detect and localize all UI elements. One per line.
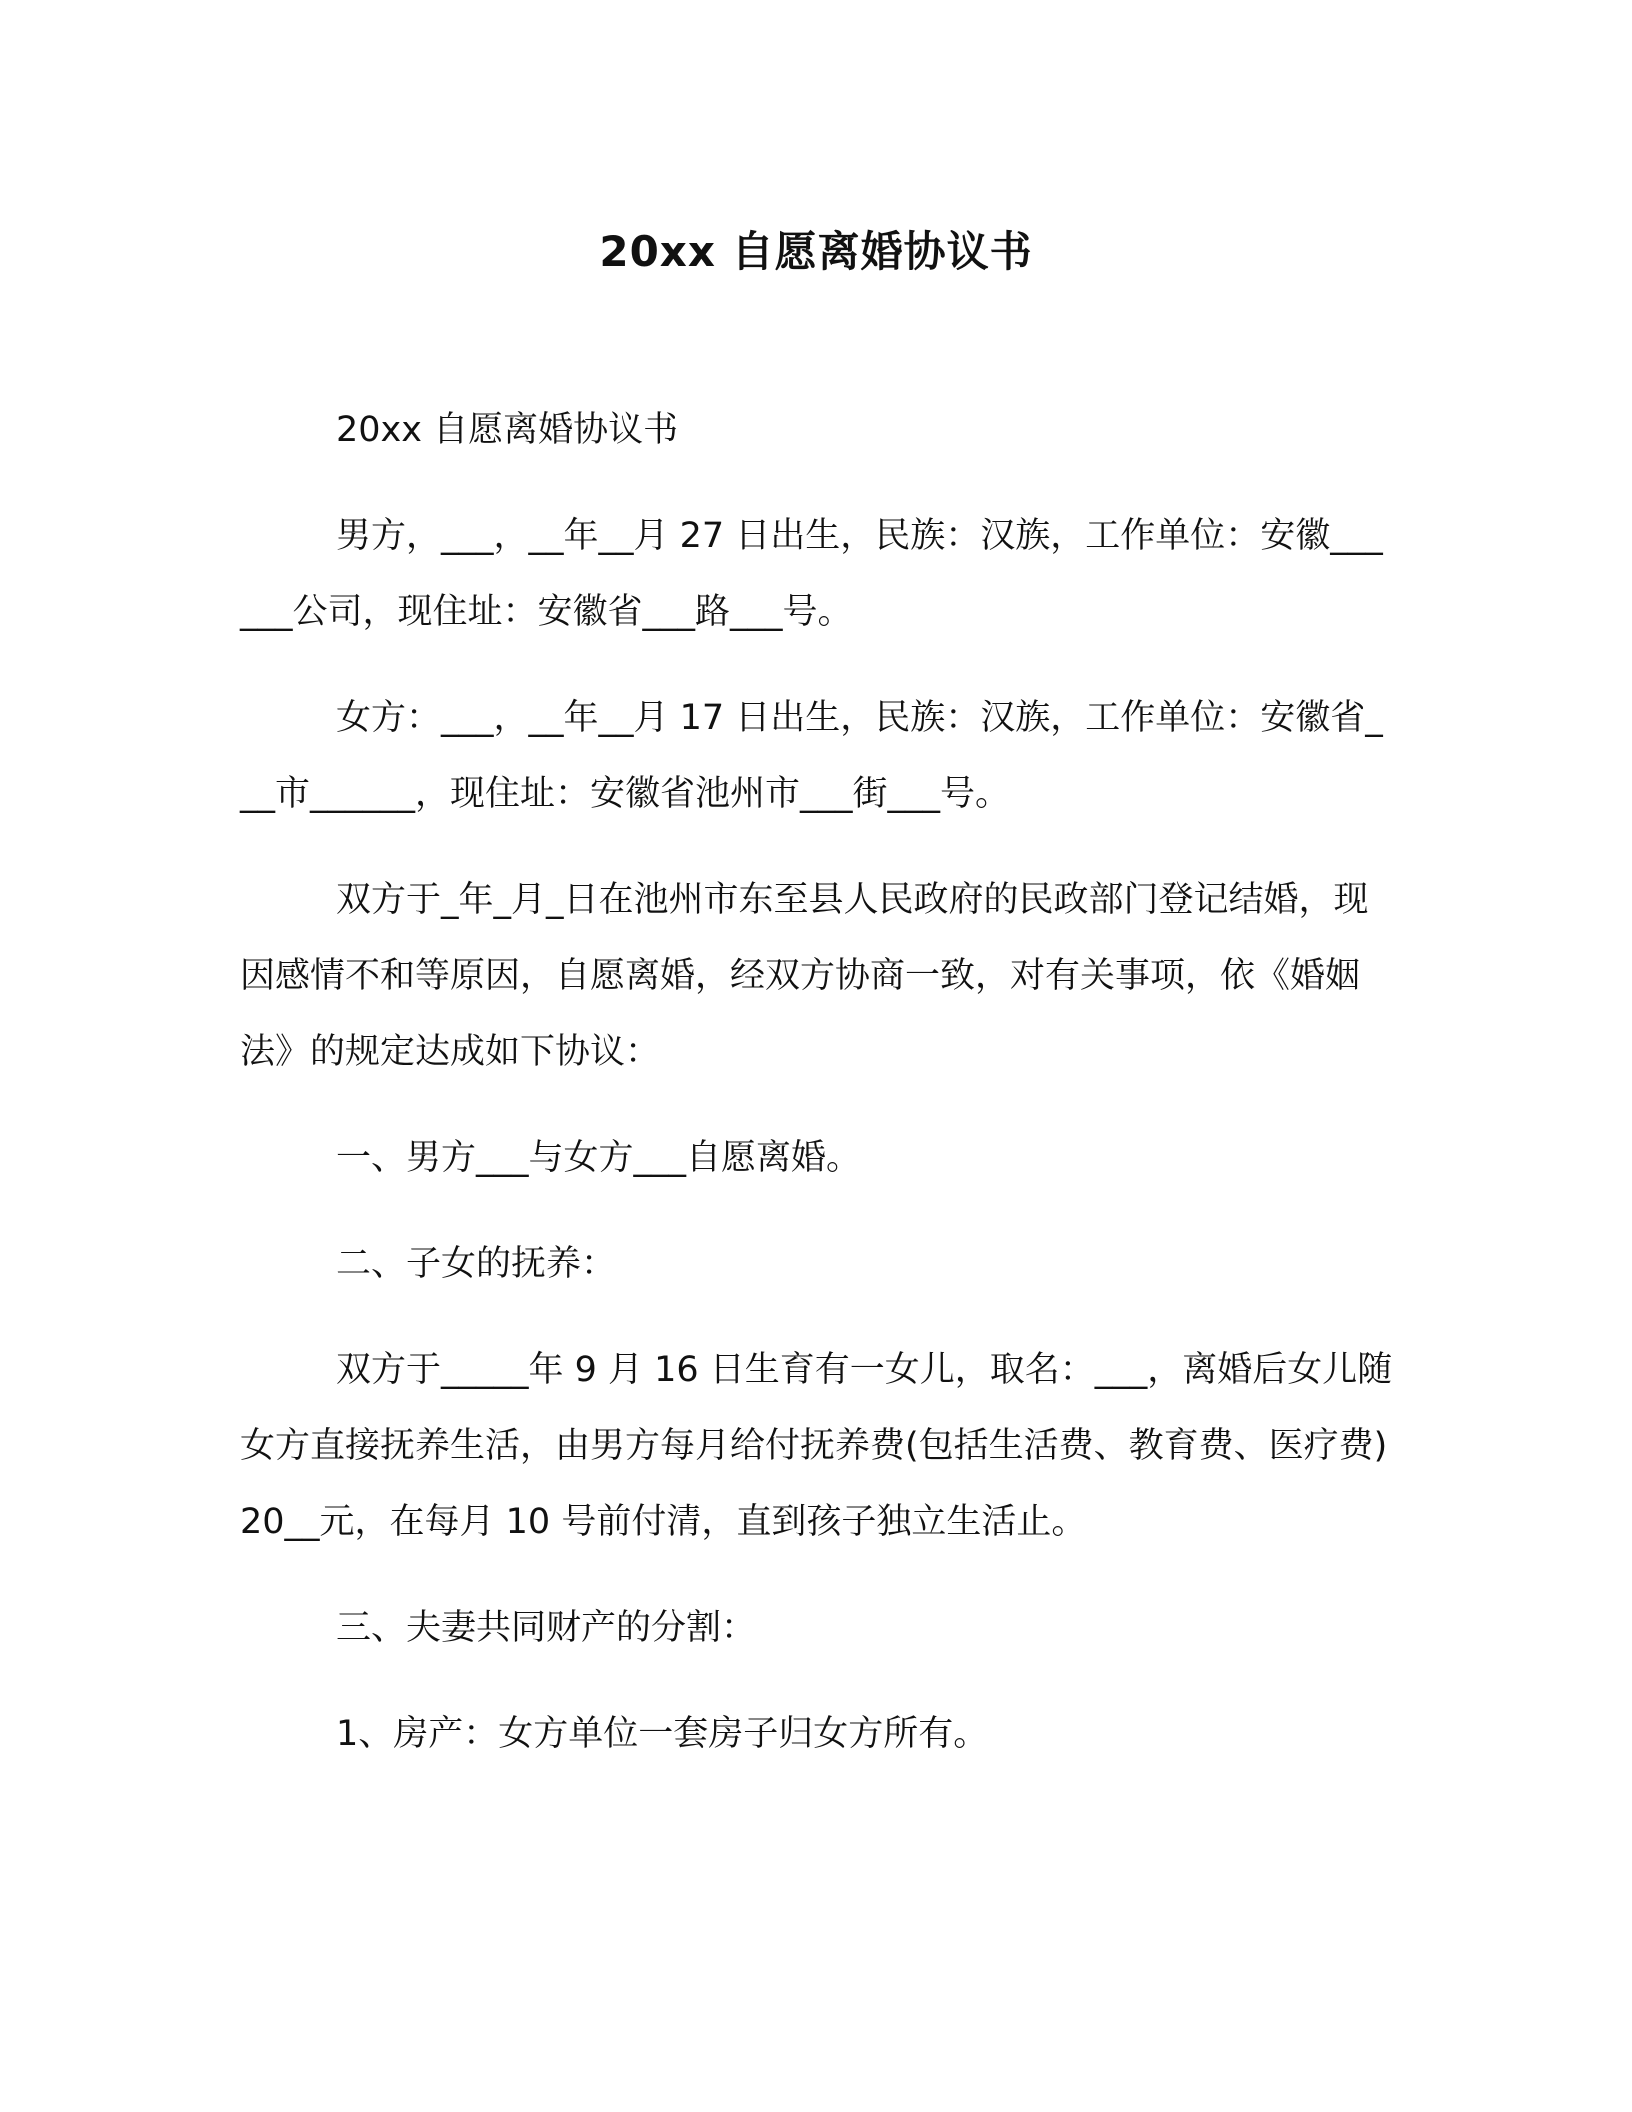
paragraph-clause-2-heading: 二、子女的抚养：	[336, 1244, 617, 1284]
document-title: 20xx 自愿离婚协议书	[599, 227, 1033, 276]
paragraph-male-party: 男方，___，__年__月 27 日出生，民族：汉族，工作单位：安徽______公司，现住址：安徽省___路___号。	[240, 516, 1383, 632]
paragraph-marriage-registration: 双方于_年_月_日在池州市东至县人民政府的民政部门登记结婚，现因感情不和等原因，自愿离婚，经双方协商一致，对有关事项，依《婚姻法》的规定达成如下协议：	[240, 880, 1369, 1072]
paragraph-female-party: 女方：___，__年__月 17 日出生，民族：汉族，工作单位：安徽省___市______，现住址：安徽省池州市___街___号。	[240, 698, 1383, 814]
document-body	[240, 392, 1400, 1802]
paragraph-clause-1: 一、男方___与女方___自愿离婚。	[336, 1138, 862, 1178]
paragraph-clause-3-heading: 三、夫妻共同财产的分割：	[336, 1608, 757, 1648]
paragraph-property-housing: 1、房产：女方单位一套房子归女方所有。	[336, 1714, 989, 1754]
paragraph-child-custody: 双方于_____年 9 月 16 日生育有一女儿，取名：___，离婚后女儿随女方直接抚养生活，由男方每月给付抚养费(包括生活费、教育费、医疗费)20__元，在每月 10 号前付清，直到孩子独立生活止。	[240, 1350, 1393, 1542]
paragraph-subtitle: 20xx 自愿离婚协议书	[336, 410, 679, 450]
